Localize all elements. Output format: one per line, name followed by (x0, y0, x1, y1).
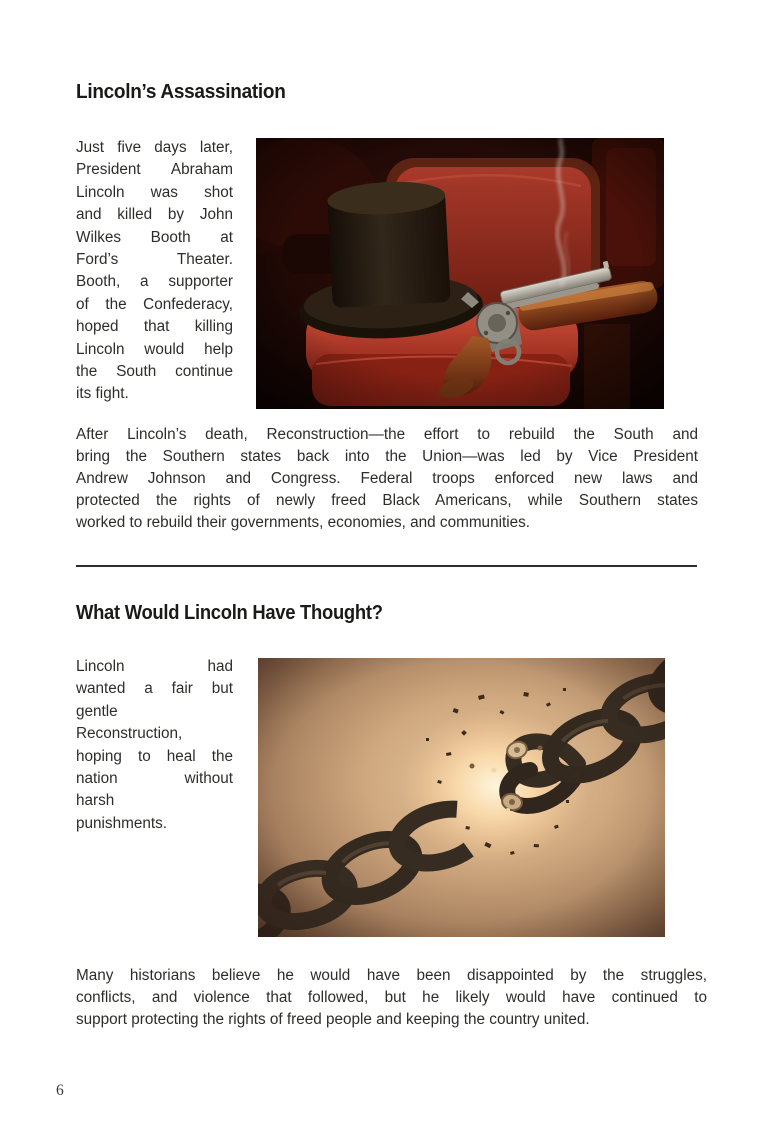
text-line: punishments. (76, 814, 167, 832)
broken-chain-image (258, 658, 665, 937)
section-divider (76, 565, 697, 567)
text-line: Ford’s Theater. (76, 251, 233, 269)
section2-heading: What Would Lincoln Have Thought? (76, 602, 383, 624)
text-line: Lincoln had (76, 658, 233, 675)
text-line: bring the Southern states back into the Union—was led by Vice President (76, 447, 698, 465)
text-line: gentle (76, 702, 118, 720)
text-line: Wilkes Booth at (76, 228, 233, 246)
text-line: hoping to heal the (76, 747, 233, 765)
text-line: conflicts, and violence that followed, but he likely would have continued to (76, 989, 707, 1007)
text-line: worked to rebuild their governments, economies, and communities. (76, 513, 531, 531)
text-line: Just five days later, (76, 139, 233, 156)
text-line: Lincoln was shot (76, 183, 233, 201)
text-line: hoped that killing (76, 318, 233, 336)
section1-heading: Lincoln’s Assassination (76, 81, 286, 103)
text-line: After Lincoln’s death, Reconstruction—the effort to rebuild the South and (76, 426, 698, 443)
text-line: its fight. (76, 385, 129, 403)
text-line: Reconstruction, (76, 725, 183, 743)
text-line: wanted a fair but (76, 680, 233, 698)
text-line: protected the rights of newly freed Black Americans, while Southern states (76, 491, 698, 509)
section1-paragraph-1 (76, 137, 233, 406)
text-line: and killed by John (76, 206, 233, 224)
text-line: nation without (76, 770, 233, 788)
text-line: support protecting the rights of freed people and keeping the country united. (76, 1011, 590, 1029)
theater-chair-tophat-revolver-illustration (256, 138, 664, 409)
text-line: Booth, a supporter (76, 273, 233, 291)
text-line: Lincoln would help (76, 340, 233, 358)
section2-paragraph-2 (76, 965, 707, 1031)
breaking-chain-illustration (258, 658, 665, 937)
text-line: the South continue (76, 363, 233, 381)
assassination-scene-image (256, 138, 664, 409)
section2-paragraph-1 (76, 656, 233, 835)
section1-paragraph-2 (76, 424, 698, 534)
text-line: of the Confederacy, (76, 295, 233, 313)
page-number: 6 (56, 1082, 64, 1099)
text-line: harsh (76, 792, 115, 810)
text-line: Many historians believe he would have been disappointed by the struggles, (76, 967, 707, 984)
text-line: President Abraham (76, 161, 233, 179)
text-line: Andrew Johnson and Congress. Federal troops enforced new laws and (76, 469, 698, 487)
